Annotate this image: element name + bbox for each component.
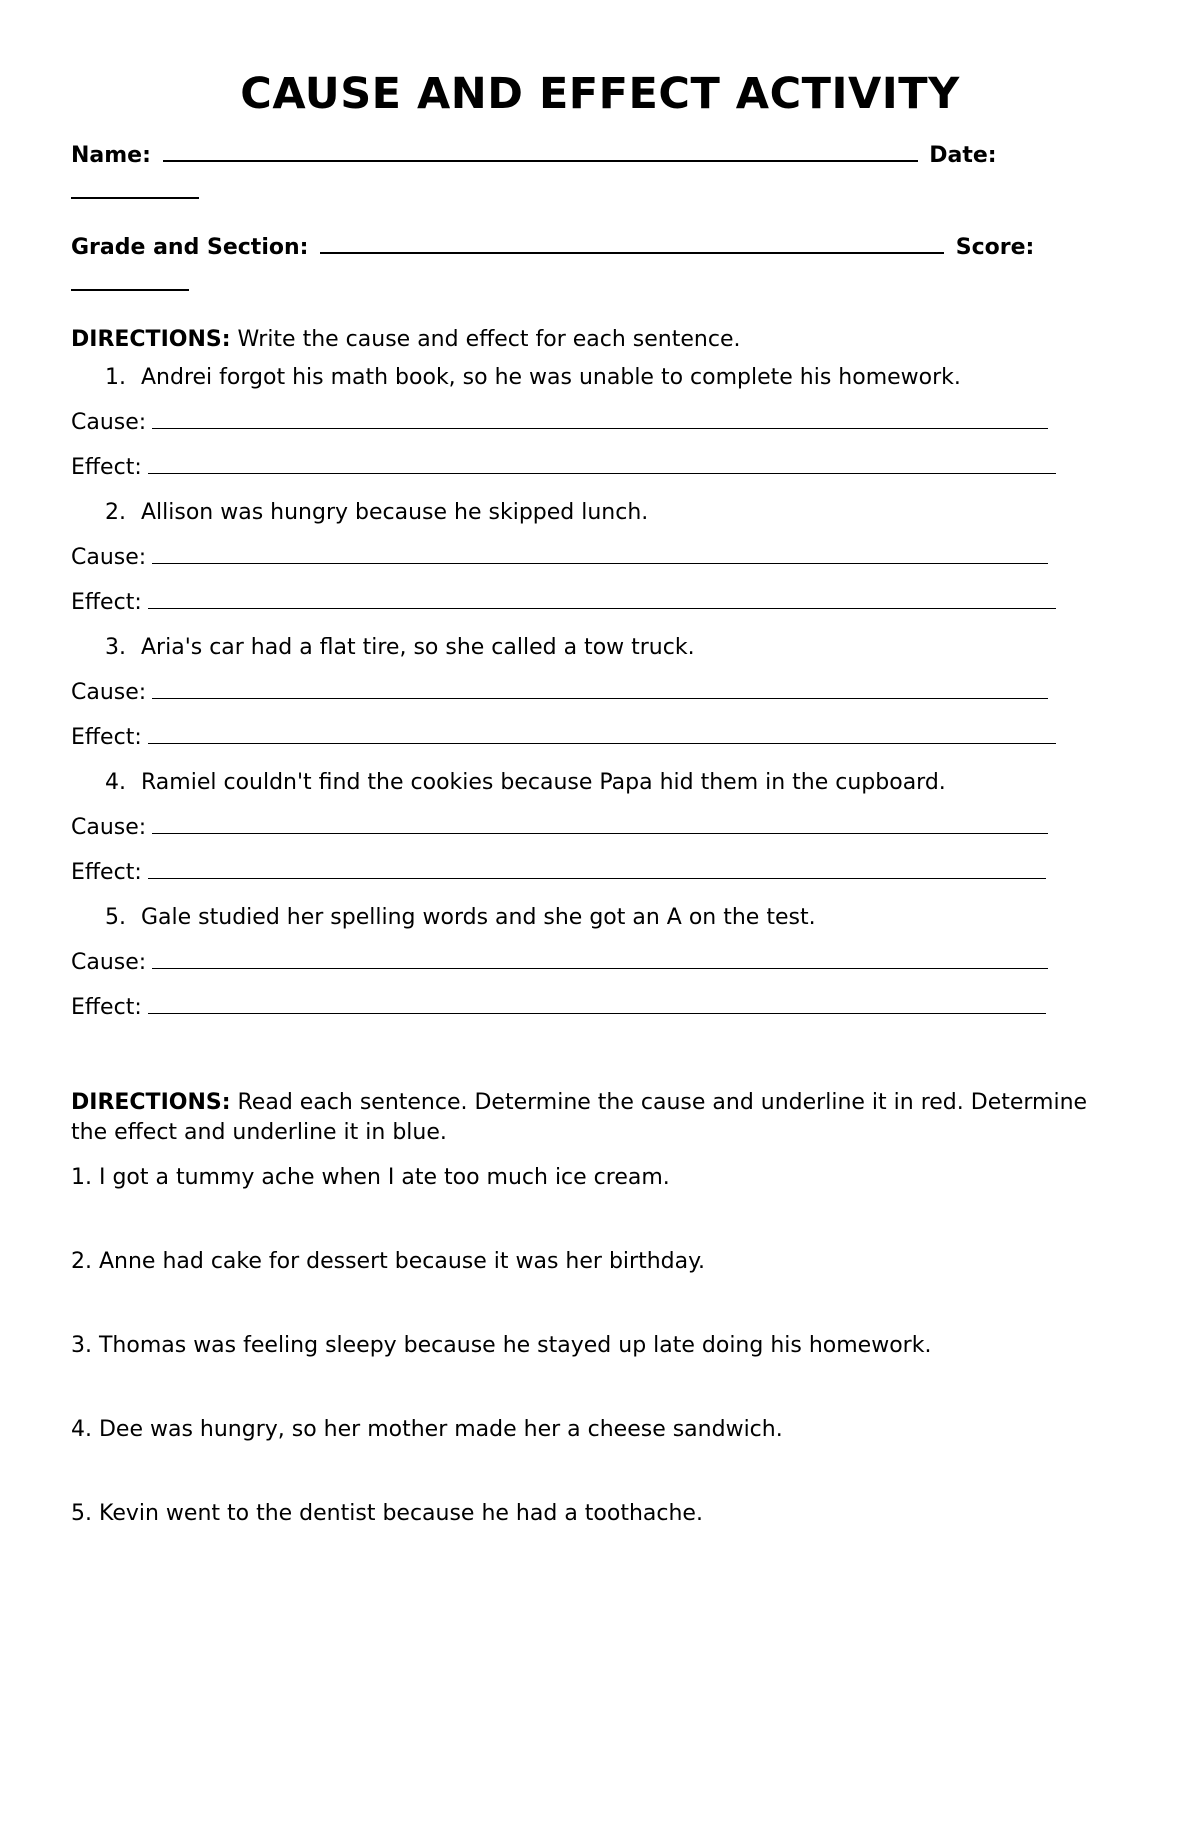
effect-field[interactable]	[148, 725, 1056, 744]
effect-label: Effect:	[71, 590, 142, 615]
cause-label: Cause:	[71, 680, 147, 705]
question-item: 2. Allison was hungry because he skipped lunch.	[105, 500, 649, 525]
part2-directions-text: Read each sentence. Determine the cause and underline it in red. Determine the effect and underline it in blue.	[71, 1090, 1088, 1145]
question-text: Aria's car had a flat tire, so she called a tow truck.	[141, 635, 695, 660]
effect-field[interactable]	[148, 590, 1056, 609]
date-field[interactable]	[71, 179, 199, 199]
cause-row	[71, 805, 1129, 850]
part1-directions	[71, 325, 1129, 355]
part2-directions	[71, 1088, 1129, 1148]
score-field[interactable]	[71, 271, 189, 291]
effect-row	[71, 850, 1129, 895]
cause-field[interactable]	[152, 680, 1048, 699]
sentence-item: 5. Kevin went to the dentist because he had a toothache.	[71, 1501, 703, 1526]
part1-directions-label: DIRECTIONS:	[71, 327, 231, 352]
cause-row	[71, 400, 1129, 445]
effect-label: Effect:	[71, 455, 142, 480]
score-label: Score:	[955, 235, 1035, 260]
effect-label: Effect:	[71, 995, 142, 1020]
part1-items	[71, 355, 1129, 1030]
grade-section-label: Grade and Section:	[71, 235, 309, 260]
question-item: 4. Ramiel couldn't find the cookies because Papa hid them in the cupboard.	[105, 770, 946, 795]
sentence-item: 3. Thomas was feeling sleepy because he stayed up late doing his homework.	[71, 1333, 932, 1358]
effect-row	[71, 580, 1129, 625]
cause-label: Cause:	[71, 950, 147, 975]
sentence-item: 2. Anne had cake for dessert because it was her birthday.	[71, 1249, 705, 1274]
question-item: 5. Gale studied her spelling words and she got an A on the test.	[105, 905, 816, 930]
effect-label: Effect:	[71, 725, 142, 750]
question-item: 1. Andrei forgot his math book, so he was unable to complete his homework.	[105, 365, 961, 390]
part2-directions-label: DIRECTIONS:	[71, 1090, 231, 1115]
cause-label: Cause:	[71, 410, 147, 435]
grade-score-line	[71, 229, 1129, 303]
name-label: Name:	[71, 143, 151, 168]
cause-label: Cause:	[71, 545, 147, 570]
cause-row	[71, 535, 1129, 580]
question-text: Allison was hungry because he skipped lunch.	[141, 500, 649, 525]
question-text: Ramiel couldn't find the cookies because Papa hid them in the cupboard.	[141, 770, 946, 795]
cause-row	[71, 940, 1129, 985]
cause-label: Cause:	[71, 815, 147, 840]
effect-field[interactable]	[148, 455, 1056, 474]
name-date-line	[71, 137, 1129, 211]
grade-section-field[interactable]	[320, 234, 944, 254]
effect-row	[71, 985, 1129, 1030]
question-text: Gale studied her spelling words and she got an A on the test.	[141, 905, 816, 930]
effect-row	[71, 445, 1129, 490]
question-text: Andrei forgot his math book, so he was unable to complete his homework.	[141, 365, 961, 390]
effect-field[interactable]	[148, 995, 1046, 1014]
cause-row	[71, 670, 1129, 715]
date-label: Date:	[929, 143, 997, 168]
part1-directions-text: Write the cause and effect for each sentence.	[230, 327, 741, 352]
effect-row	[71, 715, 1129, 760]
page-title: CAUSE AND EFFECT ACTIVITY	[240, 69, 960, 119]
sentence-item: 4. Dee was hungry, so her mother made her a cheese sandwich.	[71, 1417, 783, 1442]
cause-field[interactable]	[152, 410, 1048, 429]
effect-label: Effect:	[71, 860, 142, 885]
sentence-item: 1. I got a tummy ache when I ate too much ice cream.	[71, 1165, 670, 1190]
part2-items	[71, 1163, 1129, 1529]
cause-field[interactable]	[152, 815, 1048, 834]
cause-field[interactable]	[152, 950, 1048, 969]
effect-field[interactable]	[148, 860, 1046, 879]
question-item: 3. Aria's car had a flat tire, so she called a tow truck.	[105, 635, 695, 660]
name-field[interactable]	[163, 142, 918, 162]
cause-field[interactable]	[152, 545, 1048, 564]
